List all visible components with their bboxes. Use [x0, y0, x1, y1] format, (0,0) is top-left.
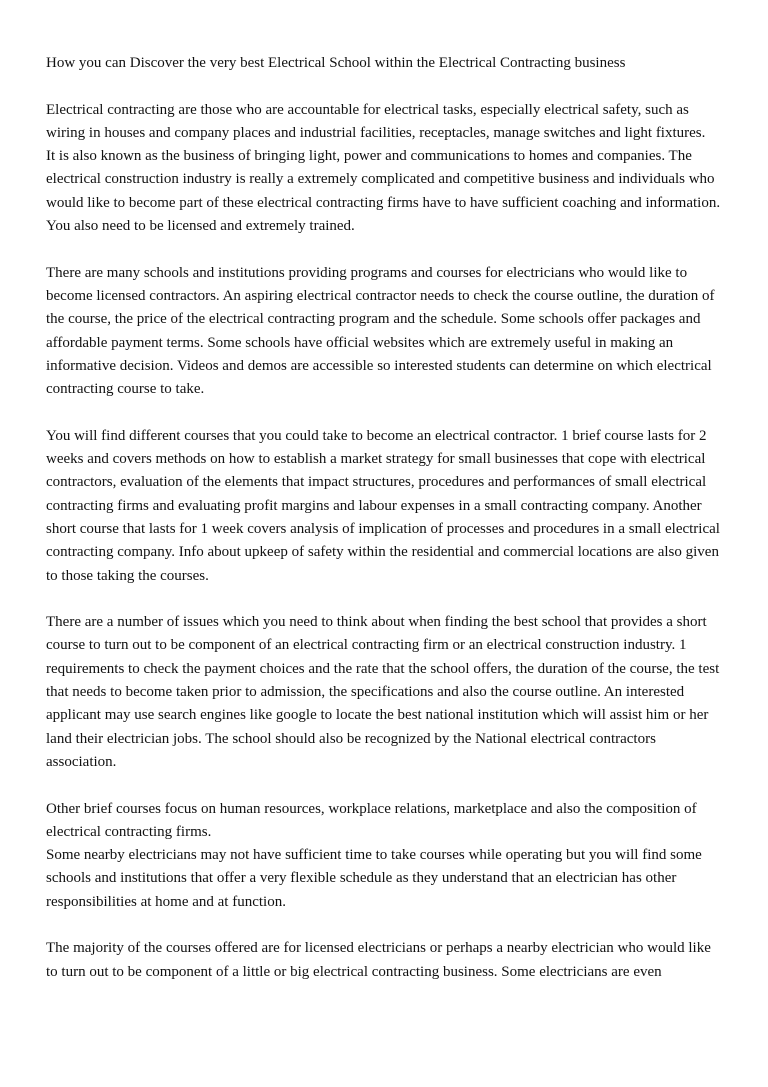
- paragraph-3: There are many schools and institutions providing programs and courses for electricians who would like to become licensed contractors. An aspiring electrical contractor needs to check the course outline, the duration of the course, the price of the electrical contracting program and the schedule. Some schools offer packages and affordable payment terms. Some schools have official websites which are extremely useful in making an informative decision. Videos and demos are accessible so interested students can determine on which electrical contracting course to take.: [46, 264, 715, 398]
- document-page: [46, 52, 722, 1007]
- paragraph-6: Other brief courses focus on human resources, workplace relations, marketplace and also the composition of electrical contracting firms.: [46, 800, 697, 840]
- paragraph-5: There are a number of issues which you need to think about when finding the best school that provides a short course to turn out to be component of an electrical contracting firm or an electrical construction industry. 1 requirements to check the payment choices and the rate that the school offers, the duration of the course, the test that needs to become taken prior to admission, the specifications and also the course outline. An interested applicant may use search engines like google to locate the best national institution which will assist him or her land their electrician jobs. The school should also be recognized by the National electrical contractors association.: [46, 614, 720, 770]
- paragraph-1: Electrical contracting are those who are accountable for electrical tasks, especially electrical safety, such as wiring in houses and company places and industrial facilities, receptacles, manage switches and light fixtures.: [46, 101, 706, 141]
- document-title: How you can Discover the very best Electrical School within the Electrical Contracting business: [46, 55, 626, 71]
- paragraph-8: The majority of the courses offered are for licensed electricians or perhaps a nearby electrician who would like to turn out to be component of a little or big electrical contracting business. Some electricians are even: [46, 940, 711, 980]
- paragraph-2: It is also known as the business of bringing light, power and communications to homes and companies. The electrical construction industry is really a extremely complicated and competitive business and individuals who would like to become part of these electrical contracting firms have to have sufficient coaching and information. You also need to be licensed and extremely trained.: [46, 148, 721, 235]
- paragraph-7: Some nearby electricians may not have sufficient time to take courses while operating but you will find some schools and institutions that offer a very flexible schedule as they understand that an electrician has other responsibilities at home and at function.: [46, 847, 702, 910]
- paragraph-4: You will find different courses that you could take to become an electrical contractor. 1 brief course lasts for 2 weeks and covers methods on how to establish a market strategy for small businesses that cope with electrical contractors, evaluation of the elements that impact structures, procedures and performances of small electrical contracting firms and evaluating profit margins and labour expenses in a small contracting company. Another short course that lasts for 1 week covers analysis of implication of processes and procedures in a small electrical contracting company. Info about upkeep of safety within the residential and commercial locations are also given to those taking the courses.: [46, 427, 720, 584]
